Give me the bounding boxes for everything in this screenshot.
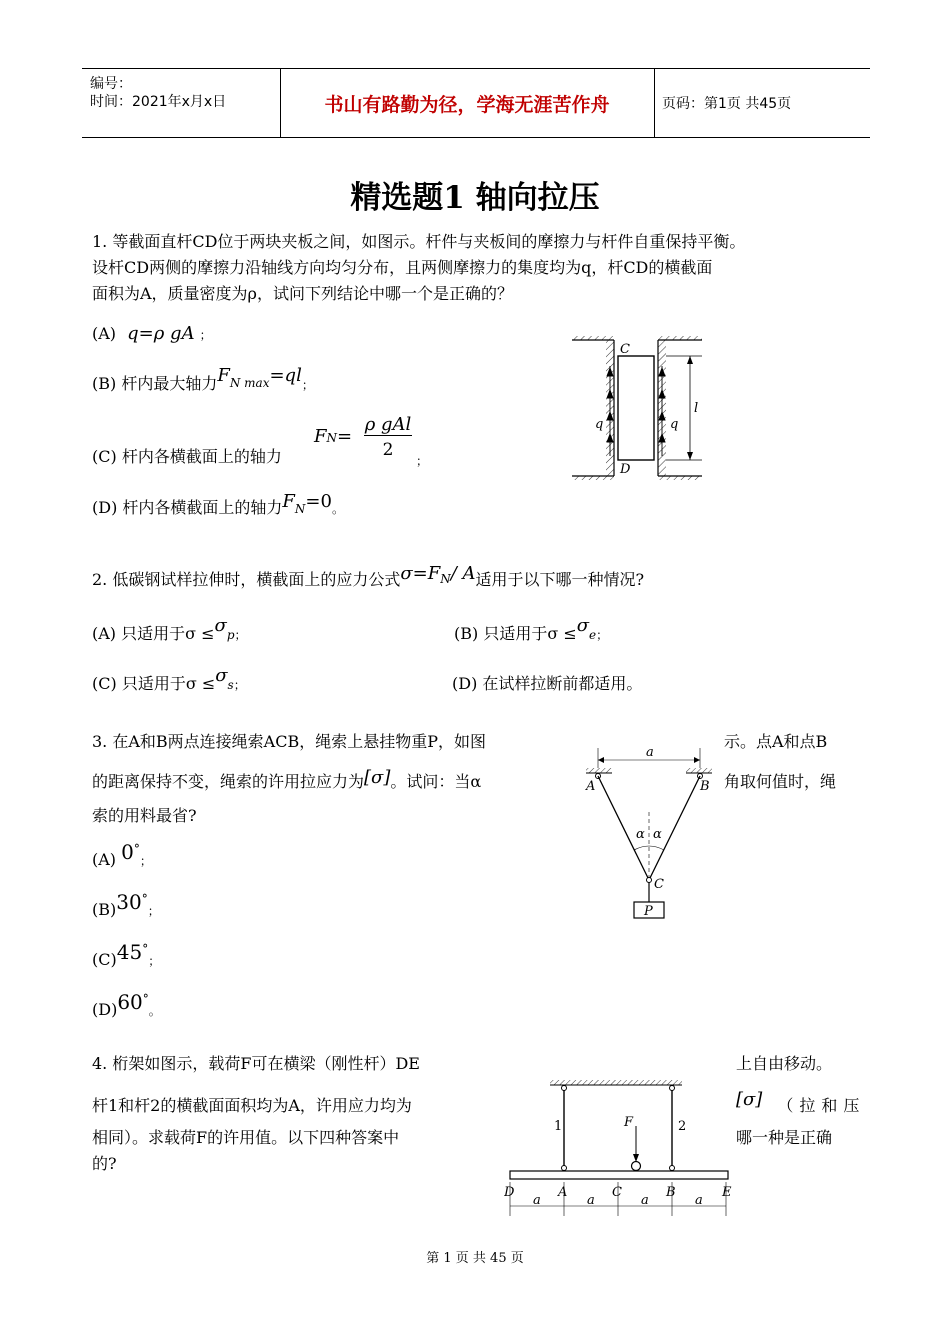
q1-line-2: 设杆CD两侧的摩擦力沿轴线方向均匀分布，且两侧摩擦力的集度均为q，杆CD的横截面	[92, 258, 713, 277]
q4-line-1a: 4. 桁架如图示，载荷F可在横梁（刚性杆）DE	[92, 1054, 420, 1073]
q3-fig-label-A: A	[586, 779, 596, 794]
q3-line-2: 的距离保持不变，绳索的许用拉应力为[σ]。试问：当α	[92, 767, 482, 791]
q1-option-d-end: 。	[331, 502, 344, 516]
q4-line-4: 的?	[92, 1154, 117, 1173]
q4-line-2b: （拉和压	[777, 1096, 866, 1115]
q3-option-d: (D)60°。	[92, 990, 161, 1019]
q3-line-3: 索的用料最省?	[92, 806, 197, 825]
q3-option-b: (B)30°；	[92, 890, 160, 919]
q1-fig-label-l: l	[694, 401, 699, 416]
q4-fig-dim-a-4: a	[695, 1193, 703, 1208]
q3-line-1b: 示。点A和点B	[724, 732, 828, 751]
doc-code-label: 编号：	[90, 76, 132, 92]
q4-fig-dim-a-2: a	[587, 1193, 595, 1208]
q3-fig-label-B: B	[700, 779, 710, 794]
q4-line-3b: 哪一种是正确	[736, 1128, 833, 1147]
q1-option-b-sub: N max	[229, 376, 270, 390]
q1-option-c-label: (C) 杆内各横截面上的轴力	[92, 447, 282, 466]
q2-option-d: (D) 在试样拉断前都适用。	[452, 674, 643, 693]
q3-figure-rope	[580, 742, 720, 924]
q3-option-a: (A) 0°；	[92, 840, 152, 869]
q1-figure-clamped-bar	[570, 336, 710, 482]
q1-option-c-end: ；	[416, 454, 429, 468]
q3-line-1a: 3. 在A和B两点连接绳索ACB，绳索上悬挂物重P，如图	[92, 732, 486, 751]
q3-fig-label-P: P	[644, 904, 653, 919]
q1-option-c-numerator: ρ gAl	[364, 414, 412, 435]
q3-fig-alpha-left: α	[636, 827, 645, 842]
q1-option-d-rhs: =0	[305, 491, 332, 512]
q4-fig-label-E: E	[722, 1185, 732, 1200]
page-title: 精选题1 轴向拉压	[350, 180, 600, 216]
q2-stem	[92, 563, 645, 595]
q4-line-2a: 杆1和杆2的横截面面积均为A，许用应力均为	[92, 1096, 412, 1115]
q1-option-d	[92, 491, 344, 523]
q1-option-a	[92, 320, 212, 349]
q3-fig-alpha-right: α	[653, 827, 662, 842]
q1-option-b-rhs: =ql	[269, 365, 302, 386]
q1-option-a-end: ；	[199, 328, 212, 342]
q1-option-c-denominator: 2	[382, 440, 394, 460]
q1-fig-label-d: D	[620, 462, 631, 477]
q1-option-b-label: (B) 杆内最大轴力	[92, 374, 218, 393]
q4-line-3a: 相同）。求载荷F的许用值。以下四种答案中	[92, 1128, 400, 1147]
q1-line-3: 面积为A，质量密度为ρ，试问下列结论中哪一个是正确的？	[92, 284, 513, 303]
q1-option-b-end: ；	[301, 378, 314, 392]
q2-option-b: (B) 只适用于σ ≤σe；	[454, 615, 609, 643]
q2-formula-2: / A	[450, 563, 476, 584]
q3-fig-label-a: a	[646, 745, 654, 760]
q4-fig-label-C: C	[612, 1185, 622, 1200]
q4-fig-label-F: F	[624, 1115, 634, 1130]
q2-stem-b: 适用于以下哪一种情况?	[475, 570, 645, 589]
doc-date-label: 时间：2021年x月x日	[90, 94, 227, 110]
q1-fig-label-q-right: q	[670, 417, 679, 432]
q2-formula: σ=F	[400, 563, 441, 584]
page-header	[82, 68, 870, 138]
q4-fig-label-2: 2	[678, 1119, 687, 1134]
q1-option-a-label: (A)	[92, 324, 117, 343]
q1-option-b	[92, 365, 314, 399]
page-footer: 第 1 页 共 45 页	[426, 1251, 524, 1266]
q1-option-a-formula: q=ρ gA	[127, 323, 195, 344]
q1-option-c-lhs: FN=	[314, 426, 353, 447]
q4-line-1b: 上自由移动。	[736, 1054, 833, 1073]
q4-fig-label-1: 1	[554, 1119, 563, 1134]
header-motto: 书山有路勤为径，学海无涯苦作舟	[280, 69, 655, 137]
q4-fig-label-D: D	[504, 1185, 515, 1200]
header-page-label: 页码：第1页 共45页	[662, 96, 792, 112]
q3-option-c: (C)45°；	[92, 940, 161, 969]
q1-option-d-label: (D) 杆内各横截面上的轴力	[92, 498, 283, 517]
q2-option-c: (C) 只适用于σ ≤σs；	[92, 665, 246, 693]
q1-fig-label-q-left: q	[595, 417, 604, 432]
q4-fig-dim-a-3: a	[641, 1193, 649, 1208]
q4-figure-truss	[504, 1078, 736, 1224]
q4-fig-dim-a-1: a	[533, 1193, 541, 1208]
q1-option-d-lhs: F	[282, 491, 295, 512]
q1-fig-label-c: C	[620, 342, 630, 357]
q2-formula-sub: N	[440, 572, 451, 586]
q4-fig-label-B: B	[666, 1185, 676, 1200]
q1-option-d-sub: N	[294, 502, 306, 516]
q3-line-2c: 角取何值时，绳	[724, 772, 837, 791]
q1-option-b-fn: F	[217, 365, 230, 386]
q2-option-a: (A) 只适用于σ ≤σp；	[92, 615, 247, 643]
q4-fig-label-A: A	[558, 1185, 568, 1200]
q3-fig-label-C: C	[654, 877, 664, 892]
q1-line-1: 1. 等截面直杆CD位于两块夹板之间，如图示。杆件与夹板间的摩擦力与杆件自重保持平衡。	[92, 232, 746, 251]
q4-line-2-sigma: [σ]	[736, 1089, 763, 1110]
q2-stem-a: 2. 低碳钢试样拉伸时，横截面上的应力公式	[92, 570, 401, 589]
header-meta	[82, 69, 281, 137]
